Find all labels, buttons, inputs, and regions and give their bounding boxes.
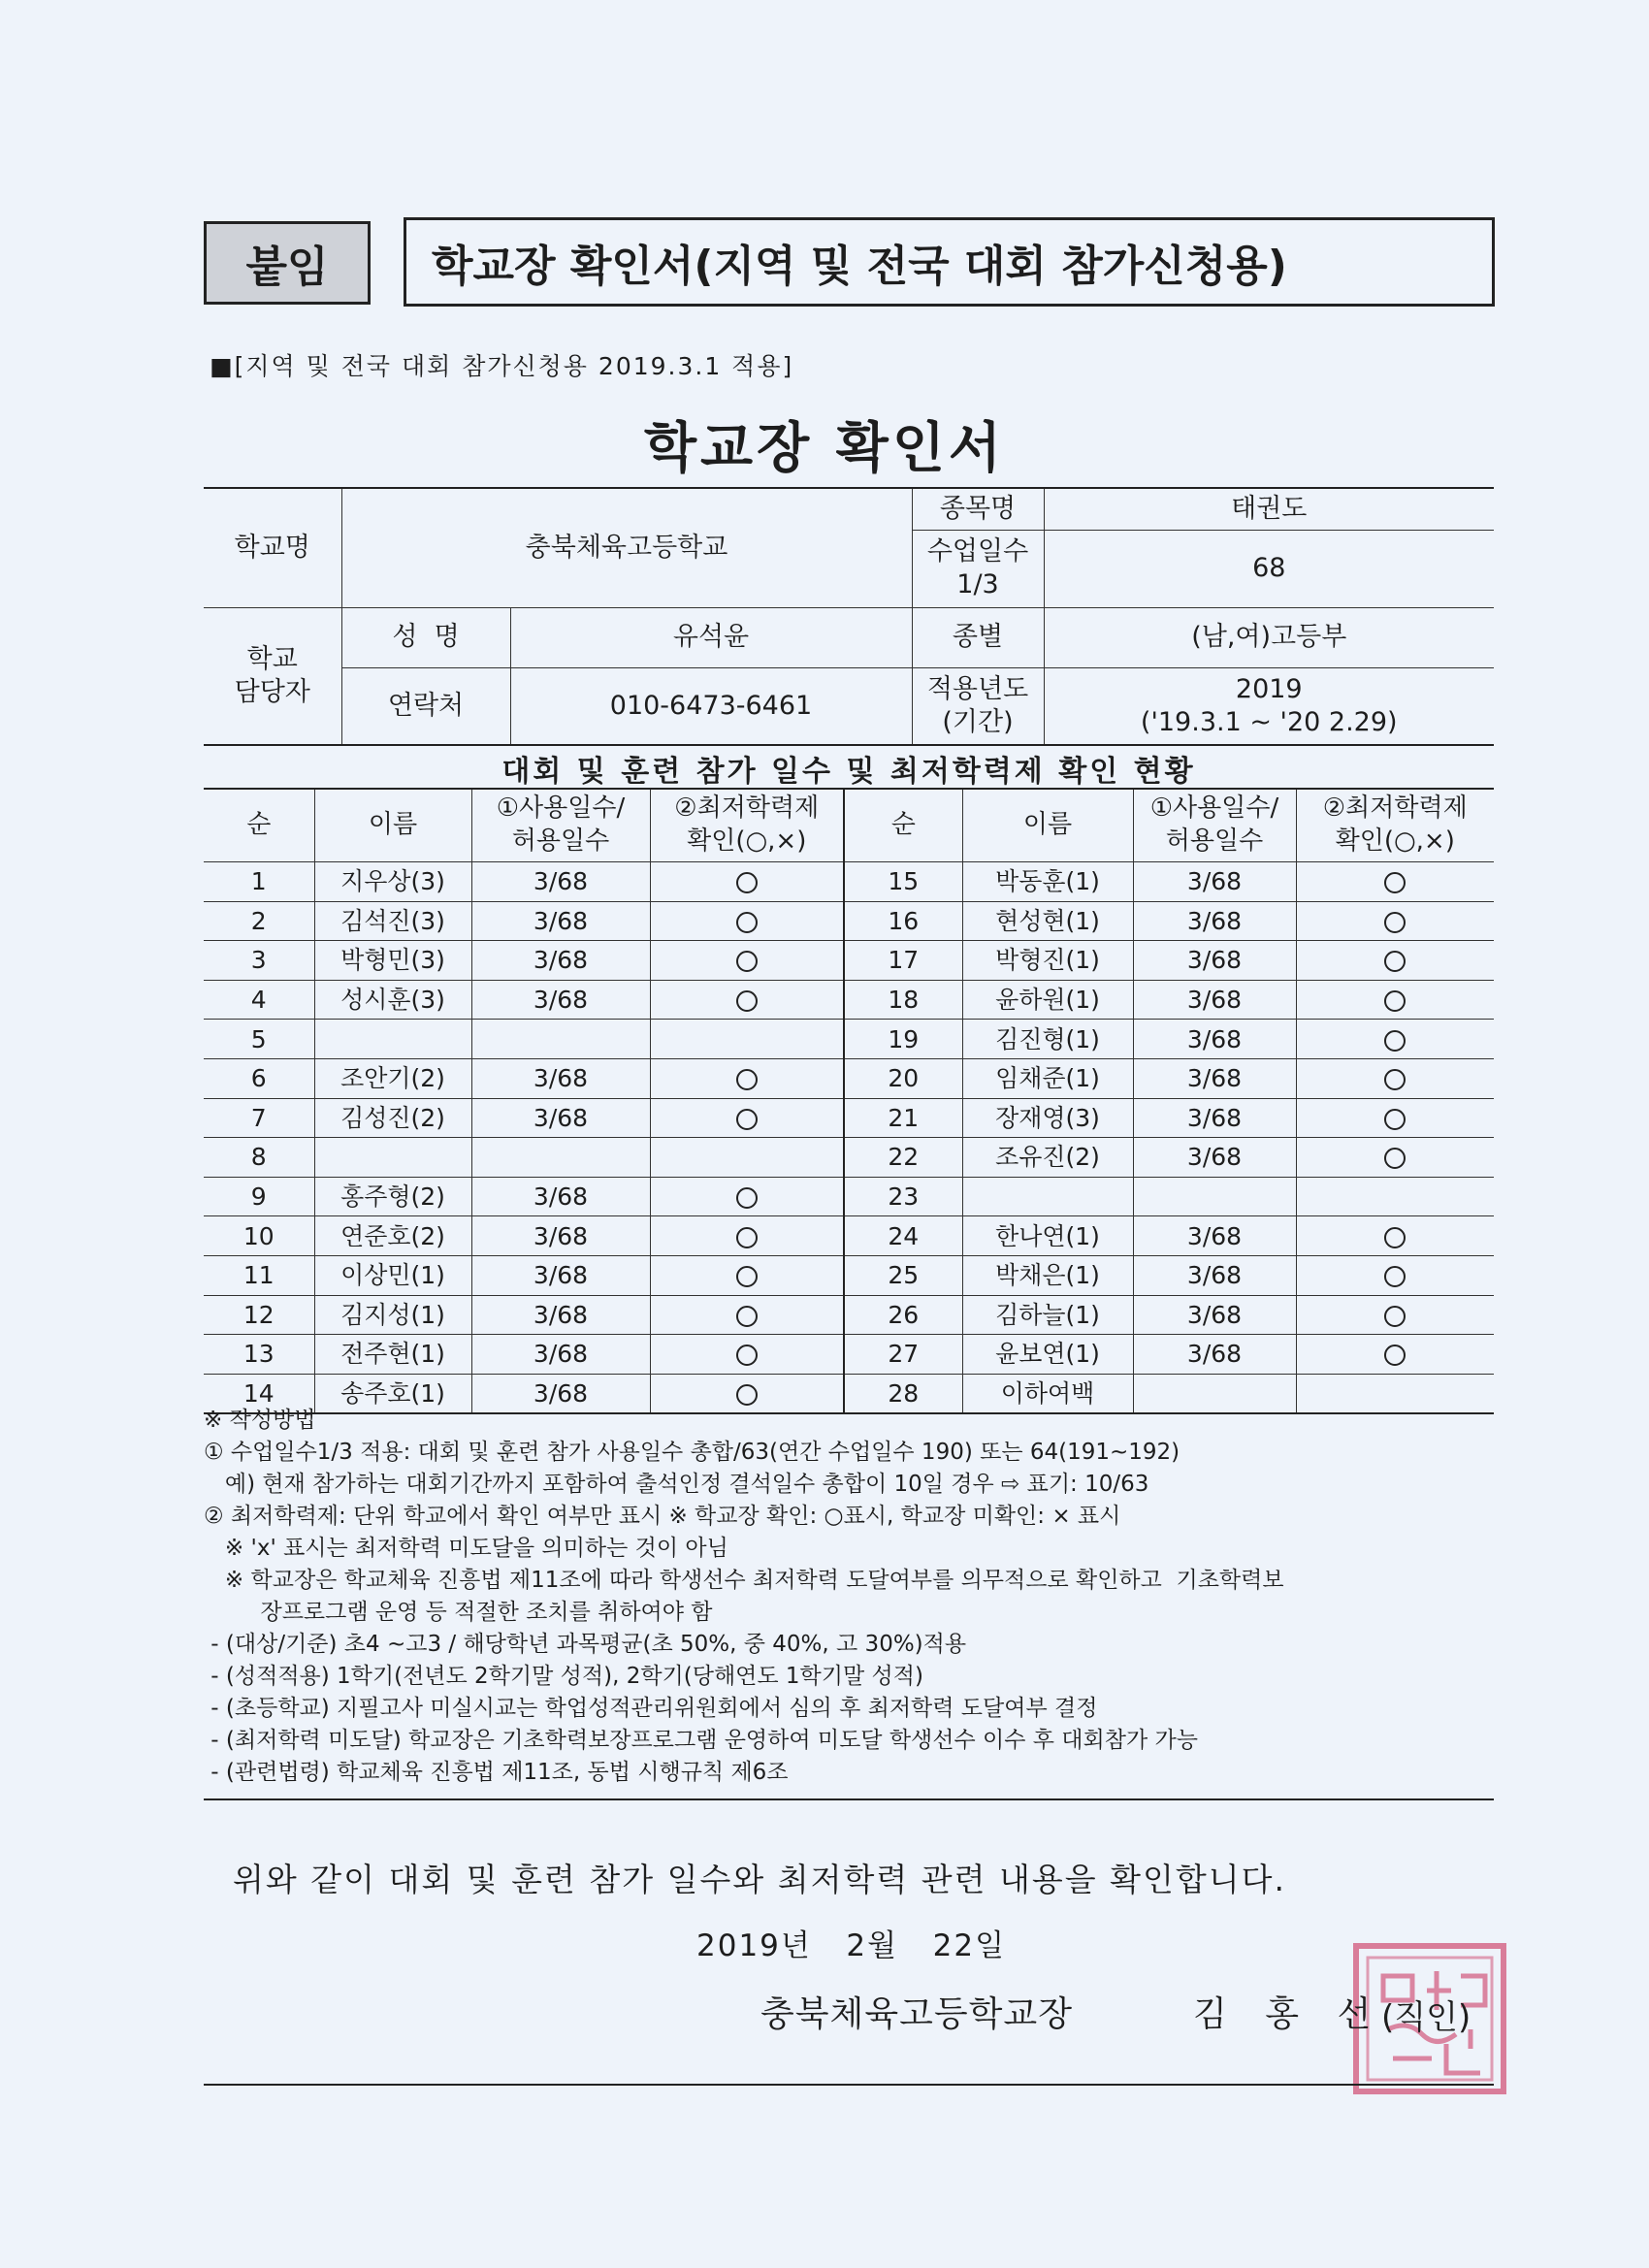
school-label-cell: 학교명 [204, 488, 341, 607]
signatory-school: 충북체육고등학교장 [760, 1994, 1073, 2034]
check-circle-icon [1384, 1069, 1406, 1090]
signatory-name: 김 홍 선 [1193, 1994, 1385, 2034]
roster-name-cell: 이하여백 [962, 1374, 1133, 1413]
roster-days-cell: 3/68 [471, 1295, 650, 1335]
roster-name-cell: 박형진(1) [962, 941, 1133, 981]
check-circle-icon [736, 1109, 758, 1130]
seal-label: (직인) [1381, 1998, 1471, 2037]
roster-days-cell: 3/68 [471, 1098, 650, 1138]
check-circle-icon [736, 872, 758, 893]
table-row [204, 862, 1494, 902]
instruction-line: ① 수업일수1/3 적용: 대회 및 훈련 참가 사용일수 총합/63(연간 수업일수 190) 또는 64(191~192) [204, 1440, 1180, 1465]
roster-check-cell [1296, 901, 1494, 941]
instruction-line: ※ 'x' 표시는 최저학력 미도달을 의미하는 것이 아님 [204, 1536, 728, 1561]
roster-days-cell: 3/68 [471, 862, 650, 902]
table-row [204, 980, 1494, 1020]
roster-check-cell [650, 1020, 844, 1059]
roster-no-cell: 11 [204, 1255, 314, 1295]
roster-check-cell [650, 1058, 844, 1098]
check-circle-icon [736, 990, 758, 1012]
table-row [204, 1216, 1494, 1256]
check-circle-icon [1384, 1227, 1406, 1248]
roster-no-cell: 14 [204, 1374, 314, 1413]
roster-days-cell: 3/68 [471, 1374, 650, 1413]
roster-check-cell [1296, 1020, 1494, 1059]
roster-no-cell: 24 [844, 1216, 962, 1256]
class-days-label-cell: 수업일수 1/3 [912, 530, 1044, 607]
check-circle-icon [1384, 1148, 1406, 1169]
manager-label-cell: 학교 담당자 [204, 607, 341, 745]
roster-no-cell: 12 [204, 1295, 314, 1335]
roster-name-cell [314, 1138, 471, 1178]
roster-no-cell: 5 [204, 1020, 314, 1059]
contact-label-cell: 연락처 [341, 667, 510, 745]
roster-name-cell: 현성현(1) [962, 901, 1133, 941]
check-circle-icon [1384, 951, 1406, 972]
roster-days-cell: 3/68 [1133, 1216, 1296, 1256]
roster-no-cell: 8 [204, 1138, 314, 1178]
roster-name-cell: 지우상(3) [314, 862, 471, 902]
roster-days-cell [1133, 1177, 1296, 1216]
roster-name-cell: 김지성(1) [314, 1295, 471, 1335]
header-days-left: ①사용일수/ 허용일수 [471, 789, 650, 862]
roster-check-cell [650, 941, 844, 981]
check-circle-icon [1384, 1266, 1406, 1287]
signature-bottom-rule [204, 2084, 1494, 2086]
roster-no-cell: 22 [844, 1138, 962, 1178]
roster-name-cell: 한나연(1) [962, 1216, 1133, 1256]
roster-name-cell: 성시훈(3) [314, 980, 471, 1020]
roster-days-cell: 3/68 [1133, 1098, 1296, 1138]
roster-check-cell [1296, 862, 1494, 902]
roster-name-cell [962, 1177, 1133, 1216]
roster-days-cell: 3/68 [1133, 1255, 1296, 1295]
class-days-value-cell: 68 [1044, 530, 1494, 607]
header-name-right: 이름 [962, 789, 1133, 862]
roster-days-cell [471, 1138, 650, 1178]
roster-check-cell [1296, 1177, 1494, 1216]
roster-no-cell: 19 [844, 1020, 962, 1059]
roster-no-cell: 25 [844, 1255, 962, 1295]
instruction-line: - (초등학교) 지필고사 미실시교는 학업성적관리위원회에서 심의 후 최저학력 도달여부 결정 [204, 1696, 1098, 1721]
instruction-line: 장프로그램 운영 등 적절한 조치를 취하여야 함 [204, 1600, 713, 1625]
roster-no-cell: 2 [204, 901, 314, 941]
roster-check-cell [650, 980, 844, 1020]
check-circle-icon [1384, 1306, 1406, 1327]
roster-name-cell: 김하늘(1) [962, 1295, 1133, 1335]
roster-no-cell: 18 [844, 980, 962, 1020]
roster-days-cell [471, 1020, 650, 1059]
roster-check-cell [650, 1216, 844, 1256]
check-circle-icon [736, 1227, 758, 1248]
confirmation-statement: 위와 같이 대회 및 훈련 참가 일수와 최저학력 관련 내용을 확인합니다. [233, 1861, 1286, 1898]
roster-check-cell [1296, 1255, 1494, 1295]
roster-days-cell: 3/68 [1133, 1020, 1296, 1059]
info-table [204, 487, 1494, 746]
roster-check-cell [1296, 1098, 1494, 1138]
event-label-cell: 종목명 [912, 488, 1044, 530]
roster-check-cell [1296, 1295, 1494, 1335]
notes-bottom-rule [204, 1798, 1494, 1800]
check-circle-icon [1384, 1109, 1406, 1130]
roster-check-cell [1296, 1216, 1494, 1256]
document-title: 학교장 확인서 [643, 417, 1006, 480]
roster-days-cell: 3/68 [1133, 862, 1296, 902]
check-circle-icon [736, 951, 758, 972]
instruction-line: ② 최저학력제: 단위 학교에서 확인 여부만 표시 ※ 학교장 확인: ○표시, 학교장 미확인: × 표시 [204, 1504, 1121, 1529]
roster-no-cell: 21 [844, 1098, 962, 1138]
roster-check-cell [650, 1295, 844, 1335]
roster-check-cell [1296, 1138, 1494, 1178]
roster-no-cell: 15 [844, 862, 962, 902]
instruction-line: 예) 현재 참가하는 대회기간까지 포함하여 출석인정 결석일수 총합이 10일 경우 ⇨ 표기: 10/63 [204, 1472, 1149, 1497]
header-check-right: ②최저학력제 확인(○,×) [1296, 789, 1494, 862]
roster-check-cell [650, 901, 844, 941]
header-check-left: ②최저학력제 확인(○,×) [650, 789, 844, 862]
roster-no-cell: 16 [844, 901, 962, 941]
roster-no-cell: 9 [204, 1177, 314, 1216]
table-row [204, 1335, 1494, 1375]
instruction-line: - (성적적용) 1학기(전년도 2학기말 성적), 2학기(당해연도 1학기말 성적) [204, 1664, 923, 1689]
roster-name-cell: 홍주형(2) [314, 1177, 471, 1216]
roster-check-cell [1296, 941, 1494, 981]
roster-name-cell: 박동훈(1) [962, 862, 1133, 902]
roster-days-cell: 3/68 [471, 980, 650, 1020]
roster-name-cell: 조안기(2) [314, 1058, 471, 1098]
roster-days-cell: 3/68 [471, 1058, 650, 1098]
header-no-left: 순 [204, 789, 314, 862]
roster-days-cell: 3/68 [1133, 1138, 1296, 1178]
roster-days-cell: 3/68 [1133, 1335, 1296, 1375]
roster-days-cell: 3/68 [471, 901, 650, 941]
roster-name-cell: 전주현(1) [314, 1335, 471, 1375]
roster-no-cell: 1 [204, 862, 314, 902]
roster-no-cell: 27 [844, 1335, 962, 1375]
form-title: 학교장 확인서(지역 및 전국 대회 참가신청용) [432, 242, 1287, 291]
roster-name-cell: 김석진(3) [314, 901, 471, 941]
header-no-right: 순 [844, 789, 962, 862]
roster-no-cell: 3 [204, 941, 314, 981]
table-row [204, 901, 1494, 941]
roster-days-cell: 3/68 [1133, 1295, 1296, 1335]
roster-title: 대회 및 훈련 참가 일수 및 최저학력제 확인 현황 [501, 755, 1196, 789]
category-label-cell: 종별 [912, 607, 1044, 667]
roster-name-cell [314, 1020, 471, 1059]
school-value-cell: 충북체육고등학교 [341, 488, 912, 607]
roster-no-cell: 28 [844, 1374, 962, 1413]
instruction-line: ※ 학교장은 학교체육 진흥법 제11조에 따라 학생선수 최저학력 도달여부를 의무적으로 확인하고 기초학력보 [204, 1568, 1284, 1593]
roster-check-cell [650, 1177, 844, 1216]
year-value-cell: 2019 ('19.3.1 ~ '20 2.29) [1044, 667, 1494, 745]
roster-check-cell [1296, 1335, 1494, 1375]
event-value-cell: 태권도 [1044, 488, 1494, 530]
roster-no-cell: 26 [844, 1295, 962, 1335]
header-days-right: ①사용일수/ 허용일수 [1133, 789, 1296, 862]
table-row [204, 1255, 1494, 1295]
roster-name-cell: 임채준(1) [962, 1058, 1133, 1098]
check-circle-icon [736, 912, 758, 933]
roster-table [204, 788, 1494, 1414]
roster-check-cell [650, 1255, 844, 1295]
check-circle-icon [1384, 1030, 1406, 1052]
roster-name-cell: 이상민(1) [314, 1255, 471, 1295]
table-row [204, 941, 1494, 981]
roster-name-cell: 조유진(2) [962, 1138, 1133, 1178]
attachment-tag [204, 221, 371, 305]
table-row [204, 1177, 1494, 1216]
roster-days-cell: 3/68 [1133, 980, 1296, 1020]
writing-instructions [204, 1405, 1504, 1789]
roster-no-cell: 7 [204, 1098, 314, 1138]
roster-days-cell: 3/68 [1133, 901, 1296, 941]
check-circle-icon [1384, 1345, 1406, 1366]
check-circle-icon [736, 1345, 758, 1366]
roster-no-cell: 10 [204, 1216, 314, 1256]
roster-no-cell: 20 [844, 1058, 962, 1098]
roster-name-cell: 윤보연(1) [962, 1335, 1133, 1375]
roster-check-cell [1296, 1058, 1494, 1098]
roster-days-cell: 3/68 [471, 1177, 650, 1216]
roster-name-cell: 윤하원(1) [962, 980, 1133, 1020]
roster-name-cell: 김진형(1) [962, 1020, 1133, 1059]
instruction-line: - (관련법령) 학교체육 진흥법 제11조, 동법 시행규칙 제6조 [204, 1760, 789, 1785]
table-row [204, 1058, 1494, 1098]
table-row [204, 1098, 1494, 1138]
roster-no-cell: 23 [844, 1177, 962, 1216]
roster-no-cell: 17 [844, 941, 962, 981]
roster-days-cell: 3/68 [471, 1255, 650, 1295]
table-row [204, 1138, 1494, 1178]
year-label-cell: 적용년도 (기간) [912, 667, 1044, 745]
roster-no-cell: 4 [204, 980, 314, 1020]
roster-name-cell: 송주호(1) [314, 1374, 471, 1413]
roster-check-cell [650, 862, 844, 902]
instruction-line: - (최저학력 미도달) 학교장은 기초학력보장프로그램 운영하여 미도달 학생선수 이수 후 대회참가 가능 [204, 1728, 1198, 1753]
roster-days-cell: 3/68 [1133, 941, 1296, 981]
check-circle-icon [1384, 912, 1406, 933]
roster-days-cell: 3/68 [471, 1216, 650, 1256]
roster-name-cell: 연준호(2) [314, 1216, 471, 1256]
roster-check-cell [1296, 980, 1494, 1020]
check-circle-icon [736, 1306, 758, 1327]
roster-check-cell [650, 1098, 844, 1138]
contact-value-cell: 010-6473-6461 [510, 667, 912, 745]
name-label-cell: 성 명 [341, 607, 510, 667]
roster-name-cell: 박형민(3) [314, 941, 471, 981]
roster-name-cell: 박채은(1) [962, 1255, 1133, 1295]
attachment-tag-label: 붙임 [245, 243, 329, 292]
roster-no-cell: 13 [204, 1335, 314, 1375]
instruction-line: - (대상/기준) 초4 ~고3 / 해당학년 과목평균(초 50%, 중 40%, 고 30%)적용 [204, 1632, 967, 1657]
roster-days-cell: 3/68 [471, 1335, 650, 1375]
instruction-line: ※ 작성방법 [204, 1408, 316, 1433]
roster-check-cell [650, 1335, 844, 1375]
form-subheading: ■[지역 및 전국 대회 참가신청용 2019.3.1 적용] [210, 352, 794, 380]
check-circle-icon [1384, 990, 1406, 1012]
header-name-left: 이름 [314, 789, 471, 862]
form-title-box [404, 217, 1495, 307]
name-value-cell: 유석윤 [510, 607, 912, 667]
issue-date: 2019년 2월 22일 [696, 1928, 1007, 1963]
roster-days-cell: 3/68 [1133, 1058, 1296, 1098]
roster-days-cell: 3/68 [471, 941, 650, 981]
check-circle-icon [1384, 872, 1406, 893]
check-circle-icon [736, 1266, 758, 1287]
check-circle-icon [736, 1384, 758, 1406]
roster-check-cell [650, 1138, 844, 1178]
table-row [204, 1295, 1494, 1335]
check-circle-icon [736, 1187, 758, 1209]
table-row [204, 1020, 1494, 1059]
check-circle-icon [736, 1069, 758, 1090]
roster-name-cell: 장재영(3) [962, 1098, 1133, 1138]
category-value-cell: (남,여)고등부 [1044, 607, 1494, 667]
roster-name-cell: 김성진(2) [314, 1098, 471, 1138]
roster-no-cell: 6 [204, 1058, 314, 1098]
